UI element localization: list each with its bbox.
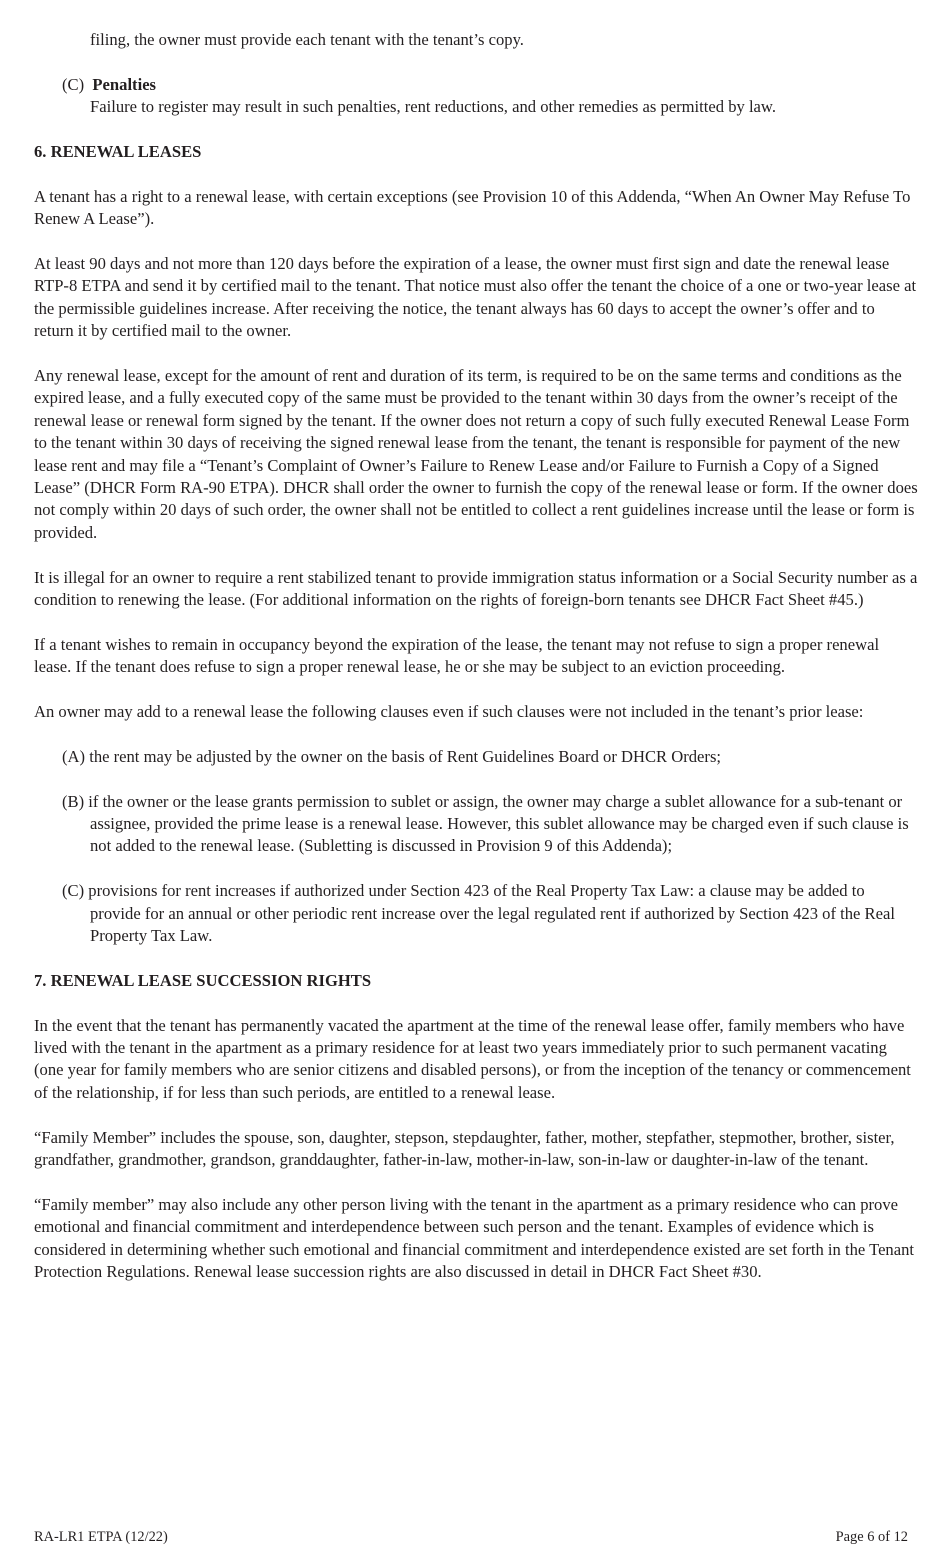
section-6-paragraph: Any renewal lease, except for the amount of rent and duration of its term, is required to be on the same terms and conditions as the expired lease, and a fully executed copy of the same must be provided to the tenant within 30 days from the owner’s receipt of the renewal lease or renewal form signed by the tenant. If the owner does not return a copy of such fully executed Renewal Lease Form to the tenant within 30 days of receiving the signed renewal lease from the tenant, the tenant is responsible for payment of the new lease rent and may file a “Tenant’s Complaint of Owner’s Failure to Renew Lease and/or Failure to Furnish a Copy of a Signed Lease” (DHCR Form RA-90 ETPA). DHCR shall order the owner to furnish the copy of the renewal lease or form. If the owner does not comply within 20 days of such order, the owner shall not be entitled to collect a rent guidelines increase until the lease or form is provided. bbox=[34, 366, 918, 542]
clause-c-text: provisions for rent increases if authorized under Section 423 of the Real Property Tax Law: a clause may be added to provide for an annual or other periodic rent increase over the legal regulated rent if authorized by Section 423 of the Real Property Tax Law. bbox=[88, 881, 895, 946]
section-6-paragraph: At least 90 days and not more than 120 days before the expiration of a lease, the owner must first sign and date the renewal lease RTP-8 ETPA and send it by certified mail to the tenant. That notice must also offer the tenant the choice of a one or two-year lease at the permissible guidelines increase. After receiving the notice, the tenant always has 60 days to accept the owner’s offer and to return it by certified mail to the owner. bbox=[34, 254, 917, 341]
clause-c bbox=[34, 880, 918, 947]
section-6-heading: 6. RENEWAL LEASES bbox=[34, 142, 202, 161]
clause-c-label: (C) bbox=[62, 881, 85, 901]
section-6-paragraph: An owner may add to a renewal lease the following clauses even if such clauses were not included in the tenant’s prior lease: bbox=[34, 702, 864, 722]
page-footer bbox=[34, 1528, 908, 1546]
section-7-heading: 7. RENEWAL LEASE SUCCESSION RIGHTS bbox=[34, 970, 372, 990]
section-7-paragraph: In the event that the tenant has permanently vacated the apartment at the time of the renewal lease offer, family members who have lived with the tenant in the apartment as a primary residence for at least two years immediately prior to such permanent vacating (one year for family members who are senior citizens and disabled persons), or from the inception of the tenancy or commencement of the relationship, if for less than such periods, are entitled to a renewal lease. bbox=[34, 1015, 911, 1102]
section-7-paragraph: “Family Member” includes the spouse, son, daughter, stepson, stepdaughter, father, mother, stepfather, stepmother, brother, sister, grandfather, grandmother, grandson, granddaughter, father-in-law, mother-in-law, son-in-law or daughter-in-law of the tenant. bbox=[34, 1127, 895, 1170]
clause-a bbox=[34, 746, 918, 768]
page-number: Page 6 of 12 bbox=[835, 1529, 908, 1545]
clause-b-text: if the owner or the lease grants permission to sublet or assign, the owner may charge a sublet allowance for a sub-tenant or assignee, provided the prime lease is a renewal lease. However, this sublet allowance may be charged even if such clause is not added to the renewal lease. (Subletting is discussed in Provision 9 of this Addenda); bbox=[88, 791, 909, 856]
document-page bbox=[34, 29, 918, 1284]
intro-continuation: filing, the owner must provide each tenant with the tenant’s copy. bbox=[90, 30, 524, 49]
section-5c-text: Failure to register may result in such penalties, rent reductions, and other remedies as permitted by law. bbox=[90, 97, 776, 117]
section-6-paragraph: A tenant has a right to a renewal lease, with certain exceptions (see Provision 10 of this Addenda, “When An Owner May Refuse To Renew A Lease”). bbox=[34, 186, 911, 229]
section-5c bbox=[34, 74, 918, 119]
section-6-paragraph: If a tenant wishes to remain in occupancy beyond the expiration of the lease, the tenant may not refuse to sign a proper renewal lease. If the tenant does refuse to sign a proper renewal lease, he or she may be subject to an eviction proceeding. bbox=[34, 634, 880, 677]
clause-b bbox=[34, 791, 918, 858]
section-7-paragraph: “Family member” may also include any other person living with the tenant in the apartment as a primary residence who can prove emotional and financial commitment and interdependence between such person and the tenant. Examples of evidence which is considered in determining whether such emotional and financial commitment and interdependence existed are set forth in the Tenant Protection Regulations. Renewal lease succession rights are also discussed in detail in DHCR Fact Sheet #30. bbox=[34, 1194, 915, 1282]
form-id: RA-LR1 ETPA (12/22) bbox=[34, 1529, 168, 1545]
clause-a-label: (A) bbox=[62, 746, 86, 766]
clause-a-text: the rent may be adjusted by the owner on the basis of Rent Guidelines Board or DHCR Orders; bbox=[89, 746, 722, 766]
clause-b-label: (B) bbox=[62, 791, 85, 811]
section-5c-title: Penalties bbox=[92, 74, 157, 94]
section-5c-label: (C) bbox=[62, 74, 85, 94]
section-6-paragraph: It is illegal for an owner to require a rent stabilized tenant to provide immigration status information or a Social Security number as a condition to renewing the lease. (For additional information on the rights of foreign-born tenants see DHCR Fact Sheet #45.) bbox=[34, 567, 918, 610]
